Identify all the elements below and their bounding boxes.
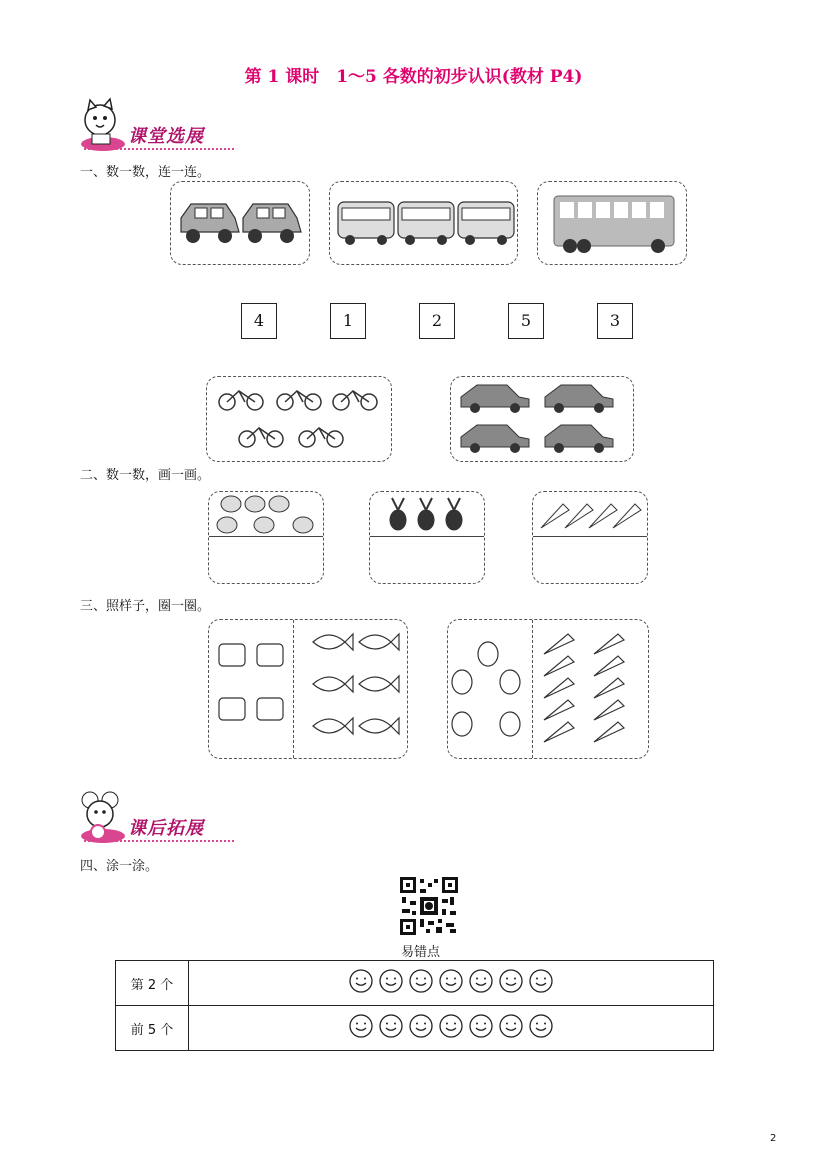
smiley-face-icon[interactable] (499, 969, 523, 997)
question-1: 一、数一数，连一连。 (80, 165, 211, 180)
divider-line (293, 620, 294, 758)
smiley-face-icon[interactable] (349, 969, 373, 997)
qr-caption: 易错点 (401, 945, 441, 960)
table-row (116, 1006, 714, 1051)
banner-underline (84, 840, 234, 842)
faces-cell (189, 1006, 714, 1051)
number-box[interactable]: 2 (419, 303, 455, 339)
cartoon-cat-icon (78, 96, 128, 152)
question-3: 三、照样子，圈一圈。 (80, 599, 211, 614)
table-row (116, 961, 714, 1006)
number-box[interactable]: 4 (241, 303, 277, 339)
smiley-face-icon[interactable] (379, 1014, 403, 1042)
divider-line (532, 620, 533, 758)
section-banner-after-class: 课后拓展 (128, 818, 204, 839)
cats-fish-box[interactable] (208, 619, 408, 759)
divider-line (209, 536, 323, 537)
smiley-face-icon[interactable] (529, 1014, 553, 1042)
tomatoes-box[interactable] (208, 491, 324, 584)
number-box[interactable]: 3 (597, 303, 633, 339)
row-label: 第 2 个 (116, 961, 189, 1006)
smiley-face-icon[interactable] (409, 969, 433, 997)
smiley-face-icon[interactable] (439, 969, 463, 997)
smiley-face-icon[interactable] (409, 1014, 433, 1042)
divider-line (370, 536, 484, 537)
row-label: 前 5 个 (116, 1006, 189, 1051)
smiley-face-icon[interactable] (469, 1014, 493, 1042)
page-number: 2 (770, 1133, 777, 1144)
question-4: 四、涂一涂。 (80, 859, 159, 874)
qr-code-icon[interactable] (400, 877, 458, 935)
smiley-face-icon[interactable] (379, 969, 403, 997)
buses-3-box[interactable] (329, 181, 518, 265)
section-banner-class: 课堂选展 (128, 126, 204, 147)
bus-1-box[interactable] (537, 181, 687, 265)
smiley-face-icon[interactable] (439, 1014, 463, 1042)
radishes-box[interactable] (369, 491, 485, 584)
carrots-box[interactable] (532, 491, 648, 584)
faces-cell (189, 961, 714, 1006)
bicycles-5-box[interactable] (206, 376, 392, 462)
divider-line (533, 536, 647, 537)
cars-4-box[interactable] (450, 376, 634, 462)
cars-2-box[interactable] (170, 181, 310, 265)
smiley-face-icon[interactable] (469, 969, 493, 997)
rabbits-carrots-box[interactable] (447, 619, 649, 759)
number-box[interactable]: 1 (330, 303, 366, 339)
page-title: 第 1 课时 1～5 各数的初步认识(教材 P4) (244, 67, 583, 87)
smiley-face-icon[interactable] (529, 969, 553, 997)
smiley-face-icon[interactable] (349, 1014, 373, 1042)
smiley-face-icon[interactable] (499, 1014, 523, 1042)
cartoon-mouse-icon (78, 788, 128, 844)
coloring-table (115, 960, 714, 1051)
number-box[interactable]: 5 (508, 303, 544, 339)
question-2: 二、数一数，画一画。 (80, 468, 211, 483)
banner-underline (84, 148, 234, 150)
